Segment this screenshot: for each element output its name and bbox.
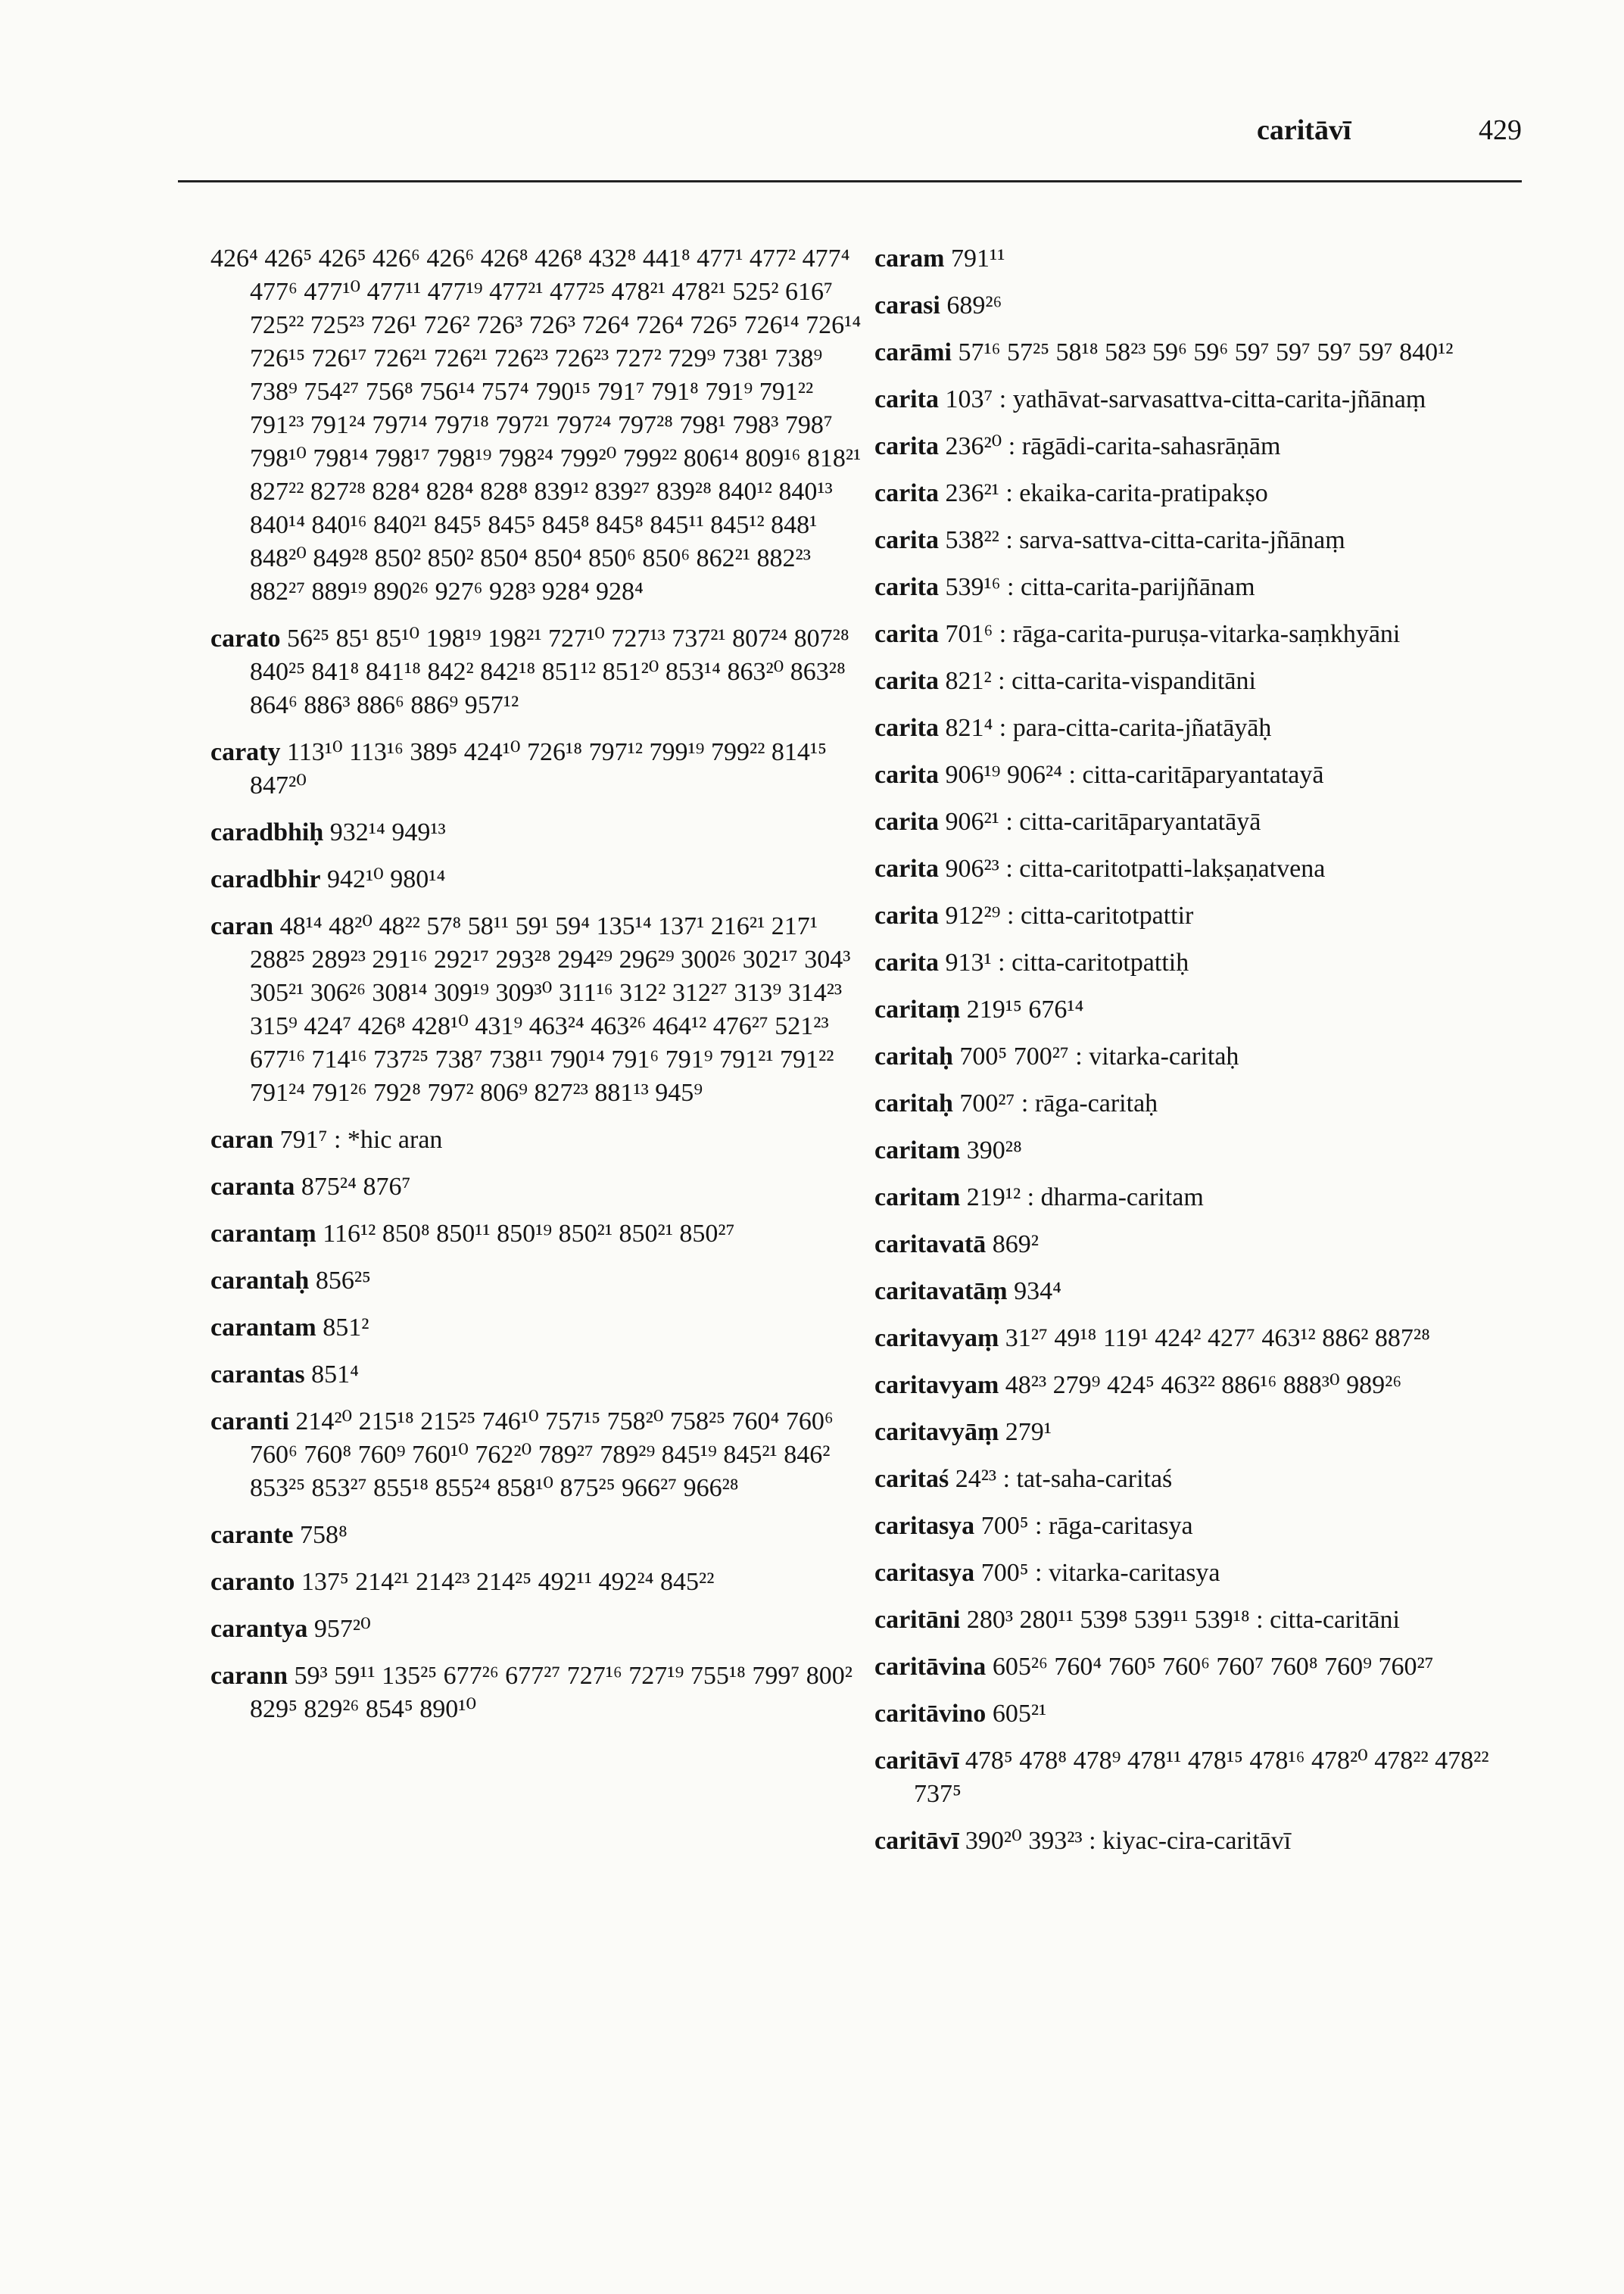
entry-headword: caritavyāṃ xyxy=(874,1418,999,1446)
entry-headword: carita xyxy=(874,620,939,648)
index-entry xyxy=(874,242,1526,276)
index-entry xyxy=(210,863,862,896)
entry-headword: caritasya xyxy=(874,1559,975,1587)
index-entry xyxy=(874,477,1526,510)
header-rule xyxy=(178,180,1522,182)
entry-references: 700²⁷ : rāga-caritaḥ xyxy=(959,1089,1158,1117)
entry-references: 31²⁷ 49¹⁸ 119¹ 424² 427⁷ 463¹² 886² 887²⁸ xyxy=(1005,1324,1430,1352)
index-entry xyxy=(210,1660,862,1726)
entry-references: 390²⁰ 393²³ : kiyac-cira-caritāvī xyxy=(965,1827,1292,1855)
entry-headword: caritavatāṃ xyxy=(874,1277,1008,1305)
entry-headword: caritāvina xyxy=(874,1653,987,1681)
index-entry xyxy=(210,1124,862,1157)
entry-headword: carantaḥ xyxy=(210,1267,310,1295)
entry-references: 24²³ : tat-saha-caritaś xyxy=(955,1465,1173,1493)
index-entry xyxy=(210,1358,862,1392)
entry-headword: carita xyxy=(874,385,939,413)
index-entry xyxy=(874,759,1526,792)
index-entry xyxy=(874,383,1526,416)
entry-references: 214²⁰ 215¹⁸ 215²⁵ 746¹⁰ 757¹⁵ 758²⁰ 758²⁵ 760⁴ 760⁶ 760⁶ 760⁸ 760⁹ 760¹⁰ 762²⁰ 789²⁷ 789²⁹ 845¹⁹ 845²¹ 846² 853²⁵ 853²⁷ 855¹⁸ 855²⁴ 858¹⁰ 875²⁵ 966²⁷ 966²⁸ xyxy=(250,1407,834,1502)
entry-headword: carantaṃ xyxy=(210,1220,316,1248)
entry-headword: carita xyxy=(874,949,939,977)
entry-references: 700⁵ : vitarka-caritasya xyxy=(980,1559,1220,1587)
entry-headword: caritavyaṃ xyxy=(874,1324,999,1352)
entry-headword: carita xyxy=(874,808,939,836)
index-entry xyxy=(210,1613,862,1646)
entry-references: 56²⁵ 85¹ 85¹⁰ 198¹⁹ 198²¹ 727¹⁰ 727¹³ 737²¹ 807²⁴ 807²⁸ 840²⁵ 841⁸ 841¹⁸ 842² 842¹⁸ 851¹² 851²⁰ 853¹⁴ 863²⁰ 863²⁸ 864⁶ 886³ 886⁶ 886⁹ 957¹² xyxy=(250,625,849,719)
entry-references: 539¹⁶ : citta-carita-parijñānam xyxy=(945,573,1255,601)
entry-references: 426⁴ 426⁵ 426⁵ 426⁶ 426⁶ 426⁸ 426⁸ 432⁸ 441⁸ 477¹ 477² 477⁴ 477⁶ 477¹⁰ 477¹¹ 477¹⁹ 477²¹ 477²⁵ 478²¹ 478²¹ 525² 616⁷ 725²² 725²³ 726¹ 726² 726³ 726³ 726⁴ 726⁴ 726⁵ 726¹⁴ 726¹⁴ 726¹⁵ 726¹⁷ 726²¹ 726²¹ 726²³ 726²³ 727² 729⁹ 738¹ 738⁹ 738⁹ 754²⁷ 756⁸ 756¹⁴ 757⁴ 790¹⁵ 791⁷ 791⁸ 791⁹ 791²² 791²³ 791²⁴ 797¹⁴ 797¹⁸ 797²¹ 797²⁴ 797²⁸ 798¹ 798³ 798⁷ 798¹⁰ 798¹⁴ 798¹⁷ 798¹⁹ 798²⁴ 799²⁰ 799²² 806¹⁴ 809¹⁶ 818²¹ 827²² 827²⁸ 828⁴ 828⁴ 828⁸ 839¹² 839²⁷ 839²⁸ 840¹² 840¹³ 840¹⁴ 840¹⁶ 840²¹ 845⁵ 845⁵ 845⁸ 845⁸ 845¹¹ 845¹² 848¹ 848²⁰ 849²⁸ 850² 850² 850⁴ 850⁴ 850⁶ 850⁶ 862²¹ 882²³ 882²⁷ 889¹⁹ 890²⁶ 927⁶ 928³ 928⁴ 928⁴ xyxy=(210,245,862,606)
entry-references: 906²³ : citta-caritotpatti-lakṣaṇatvena xyxy=(945,855,1326,883)
index-entry xyxy=(874,1369,1526,1402)
index-entry xyxy=(210,1217,862,1251)
entry-headword: carita xyxy=(874,573,939,601)
entry-headword: carantya xyxy=(210,1615,308,1643)
entry-references: 605²¹ xyxy=(992,1700,1047,1728)
index-entry xyxy=(874,1604,1526,1637)
entry-references: 701⁶ : rāga-carita-puruṣa-vitarka-saṃkhyāni xyxy=(945,620,1401,648)
entry-headword: caran xyxy=(210,1126,274,1154)
left-column xyxy=(210,242,862,1740)
entry-headword: caram xyxy=(874,245,945,273)
entry-references: 758⁸ xyxy=(300,1521,348,1549)
entry-headword: carita xyxy=(874,479,939,507)
index-entry xyxy=(874,524,1526,557)
entry-headword: caritaṃ xyxy=(874,996,961,1024)
index-entry xyxy=(210,1566,862,1599)
entry-references: 791⁷ : *hic aran xyxy=(279,1126,443,1154)
index-entry xyxy=(874,852,1526,886)
entry-headword: carasi xyxy=(874,291,940,319)
entry-references: 103⁷ : yathāvat-sarvasattva-citta-carita-jñānaṃ xyxy=(945,385,1426,413)
entry-references: 57¹⁶ 57²⁵ 58¹⁸ 58²³ 59⁶ 59⁶ 59⁷ 59⁷ 59⁷ 59⁷ 840¹² xyxy=(958,338,1454,366)
index-entry xyxy=(874,1181,1526,1214)
entry-references: 236²⁰ : rāgādi-carita-sahasrāṇām xyxy=(945,432,1281,460)
entry-references: 869² xyxy=(992,1230,1039,1258)
index-entry xyxy=(874,1322,1526,1355)
index-entry xyxy=(210,242,862,609)
entry-references: 605²⁶ 760⁴ 760⁵ 760⁶ 760⁷ 760⁸ 760⁹ 760²⁷ xyxy=(992,1653,1434,1681)
index-entry xyxy=(210,910,862,1110)
entry-references: 236²¹ : ekaika-carita-pratipakṣo xyxy=(945,479,1268,507)
index-entry xyxy=(874,1134,1526,1167)
entry-headword: caranti xyxy=(210,1407,289,1435)
running-header xyxy=(1257,114,1522,147)
index-entry xyxy=(874,1040,1526,1074)
entry-headword: caradbhir xyxy=(210,865,321,893)
index-entry xyxy=(874,430,1526,463)
entry-headword: carita xyxy=(874,761,939,789)
entry-references: 219¹⁵ 676¹⁴ xyxy=(966,996,1084,1024)
entry-references: 280³ 280¹¹ 539⁸ 539¹¹ 539¹⁸ : citta-caritāni xyxy=(966,1606,1400,1634)
entry-references: 48¹⁴ 48²⁰ 48²² 57⁸ 58¹¹ 59¹ 59⁴ 135¹⁴ 137¹ 216²¹ 217¹ 288²⁵ 289²³ 291¹⁶ 292¹⁷ 293²⁸ 294²⁹ 296²⁹ 300²⁶ 302¹⁷ 304³ 305²¹ 306²⁶ 308¹⁴ 309¹⁹ 309³⁰ 311¹⁶ 312² 312²⁷ 313⁹ 314²³ 315⁹ 424⁷ 426⁸ 428¹⁰ 431⁹ 463²⁴ 463²⁶ 464¹² 476²⁷ 521²³ 677¹⁶ 714¹⁶ 737²⁵ 738⁷ 738¹¹ 790¹⁴ 791⁶ 791⁹ 791²¹ 791²² 791²⁴ 791²⁶ 792⁸ 797² 806⁹ 827²³ 881¹³ 945⁹ xyxy=(250,912,851,1107)
index-entry xyxy=(874,571,1526,604)
entry-headword: caranta xyxy=(210,1173,295,1201)
entry-headword: carante xyxy=(210,1521,294,1549)
entry-references: 934⁴ xyxy=(1014,1277,1061,1305)
entry-references: 821⁴ : para-citta-carita-jñatāyāḥ xyxy=(945,714,1272,742)
entry-headword: carita xyxy=(874,667,939,695)
index-entry xyxy=(874,1697,1526,1731)
entry-references: 851² xyxy=(323,1314,369,1342)
entry-headword: caritāvino xyxy=(874,1700,987,1728)
entry-references: 875²⁴ 876⁷ xyxy=(301,1173,411,1201)
index-entry xyxy=(874,899,1526,933)
entry-references: 932¹⁴ 949¹³ xyxy=(329,818,446,846)
entry-headword: caran xyxy=(210,912,274,940)
entry-references: 856²⁵ xyxy=(315,1267,371,1295)
entry-headword: caritāvī xyxy=(874,1827,959,1855)
entry-headword: caritavyam xyxy=(874,1371,999,1399)
entry-headword: caritaś xyxy=(874,1465,949,1493)
entry-references: 48²³ 279⁹ 424⁵ 463²² 886¹⁶ 888³⁰ 989²⁶ xyxy=(1005,1371,1402,1399)
index-entry xyxy=(874,1275,1526,1308)
entry-references: 906²¹ : citta-caritāparyantatāyā xyxy=(945,808,1261,836)
entry-references: 59³ 59¹¹ 135²⁵ 677²⁶ 677²⁷ 727¹⁶ 727¹⁹ 755¹⁸ 799⁷ 800² 829⁵ 829²⁶ 854⁵ 890¹⁰ xyxy=(250,1662,853,1723)
index-entry xyxy=(210,1405,862,1505)
entry-headword: carita xyxy=(874,902,939,930)
entry-references: 279¹ xyxy=(1005,1418,1052,1446)
entry-headword: carita xyxy=(874,714,939,742)
entry-references: 942¹⁰ 980¹⁴ xyxy=(326,865,446,893)
right-column xyxy=(874,242,1526,1872)
entry-headword: caritam xyxy=(874,1136,961,1164)
index-entry xyxy=(210,816,862,849)
entry-headword: caritaḥ xyxy=(874,1043,953,1071)
entry-headword: caritavatā xyxy=(874,1230,987,1258)
page-number: 429 xyxy=(1479,114,1522,146)
entry-headword: caritāvī xyxy=(874,1747,959,1775)
entry-references: 912²⁹ : citta-caritotpattir xyxy=(945,902,1194,930)
index-entry xyxy=(874,336,1526,369)
index-entry xyxy=(210,1519,862,1552)
index-entry xyxy=(874,618,1526,651)
index-entry xyxy=(874,1744,1526,1811)
index-entry xyxy=(874,289,1526,323)
entry-references: 478⁵ 478⁸ 478⁹ 478¹¹ 478¹⁵ 478¹⁶ 478²⁰ 478²² 478²² 737⁵ xyxy=(914,1747,1489,1808)
index-entry xyxy=(874,946,1526,980)
entry-headword: carantas xyxy=(210,1361,305,1389)
entry-references: 906¹⁹ 906²⁴ : citta-caritāparyantatayā xyxy=(945,761,1324,789)
entry-headword: carato xyxy=(210,625,281,653)
index-entry xyxy=(874,1087,1526,1121)
index-entry xyxy=(874,993,1526,1027)
entry-references: 913¹ : citta-caritotpattiḥ xyxy=(945,949,1189,977)
entry-references: 113¹⁰ 113¹⁶ 389⁵ 424¹⁰ 726¹⁸ 797¹² 799¹⁹ 799²² 814¹⁵ 847²⁰ xyxy=(250,738,827,799)
entry-headword: caranto xyxy=(210,1568,295,1596)
index-entry xyxy=(874,1228,1526,1261)
index-entry xyxy=(874,1825,1526,1858)
entry-references: 957²⁰ xyxy=(313,1615,371,1643)
index-entry xyxy=(874,665,1526,698)
entry-headword: caraty xyxy=(210,738,281,766)
index-entry xyxy=(874,806,1526,839)
entry-headword: carita xyxy=(874,526,939,554)
index-entry xyxy=(210,622,862,722)
entry-headword: caritasya xyxy=(874,1512,975,1540)
index-entry xyxy=(874,712,1526,745)
entry-references: 821² : citta-carita-vispanditāni xyxy=(945,667,1256,695)
entry-headword: carann xyxy=(210,1662,288,1690)
running-headword: caritāvī xyxy=(1257,114,1351,146)
entry-references: 390²⁸ xyxy=(966,1136,1022,1164)
entry-headword: caritam xyxy=(874,1183,961,1211)
index-entry xyxy=(210,1264,862,1298)
entry-headword: carita xyxy=(874,855,939,883)
index-entry xyxy=(874,1416,1526,1449)
entry-references: 700⁵ 700²⁷ : vitarka-caritaḥ xyxy=(959,1043,1239,1071)
index-entry xyxy=(210,1311,862,1345)
entry-headword: caradbhiḥ xyxy=(210,818,324,846)
entry-references: 700⁵ : rāga-caritasya xyxy=(980,1512,1193,1540)
entry-references: 137⁵ 214²¹ 214²³ 214²⁵ 492¹¹ 492²⁴ 845²² xyxy=(301,1568,715,1596)
index-entry xyxy=(210,736,862,803)
entry-headword: carāmi xyxy=(874,338,952,366)
entry-headword: caritāni xyxy=(874,1606,961,1634)
entry-headword: caritaḥ xyxy=(874,1089,953,1117)
entry-references: 851⁴ xyxy=(311,1361,360,1389)
index-entry xyxy=(874,1463,1526,1496)
entry-references: 538²² : sarva-sattva-citta-carita-jñānaṃ xyxy=(945,526,1345,554)
index-entry xyxy=(874,1557,1526,1590)
entry-references: 116¹² 850⁸ 850¹¹ 850¹⁹ 850²¹ 850²¹ 850²⁷ xyxy=(323,1220,735,1248)
entry-headword: carita xyxy=(874,432,939,460)
entry-references: 689²⁶ xyxy=(946,291,1002,319)
entry-references: 219¹² : dharma-caritam xyxy=(966,1183,1204,1211)
index-entry xyxy=(874,1650,1526,1684)
entry-references: 791¹¹ xyxy=(951,245,1005,273)
entry-headword: carantam xyxy=(210,1314,316,1342)
index-entry xyxy=(210,1170,862,1204)
index-entry xyxy=(874,1510,1526,1543)
